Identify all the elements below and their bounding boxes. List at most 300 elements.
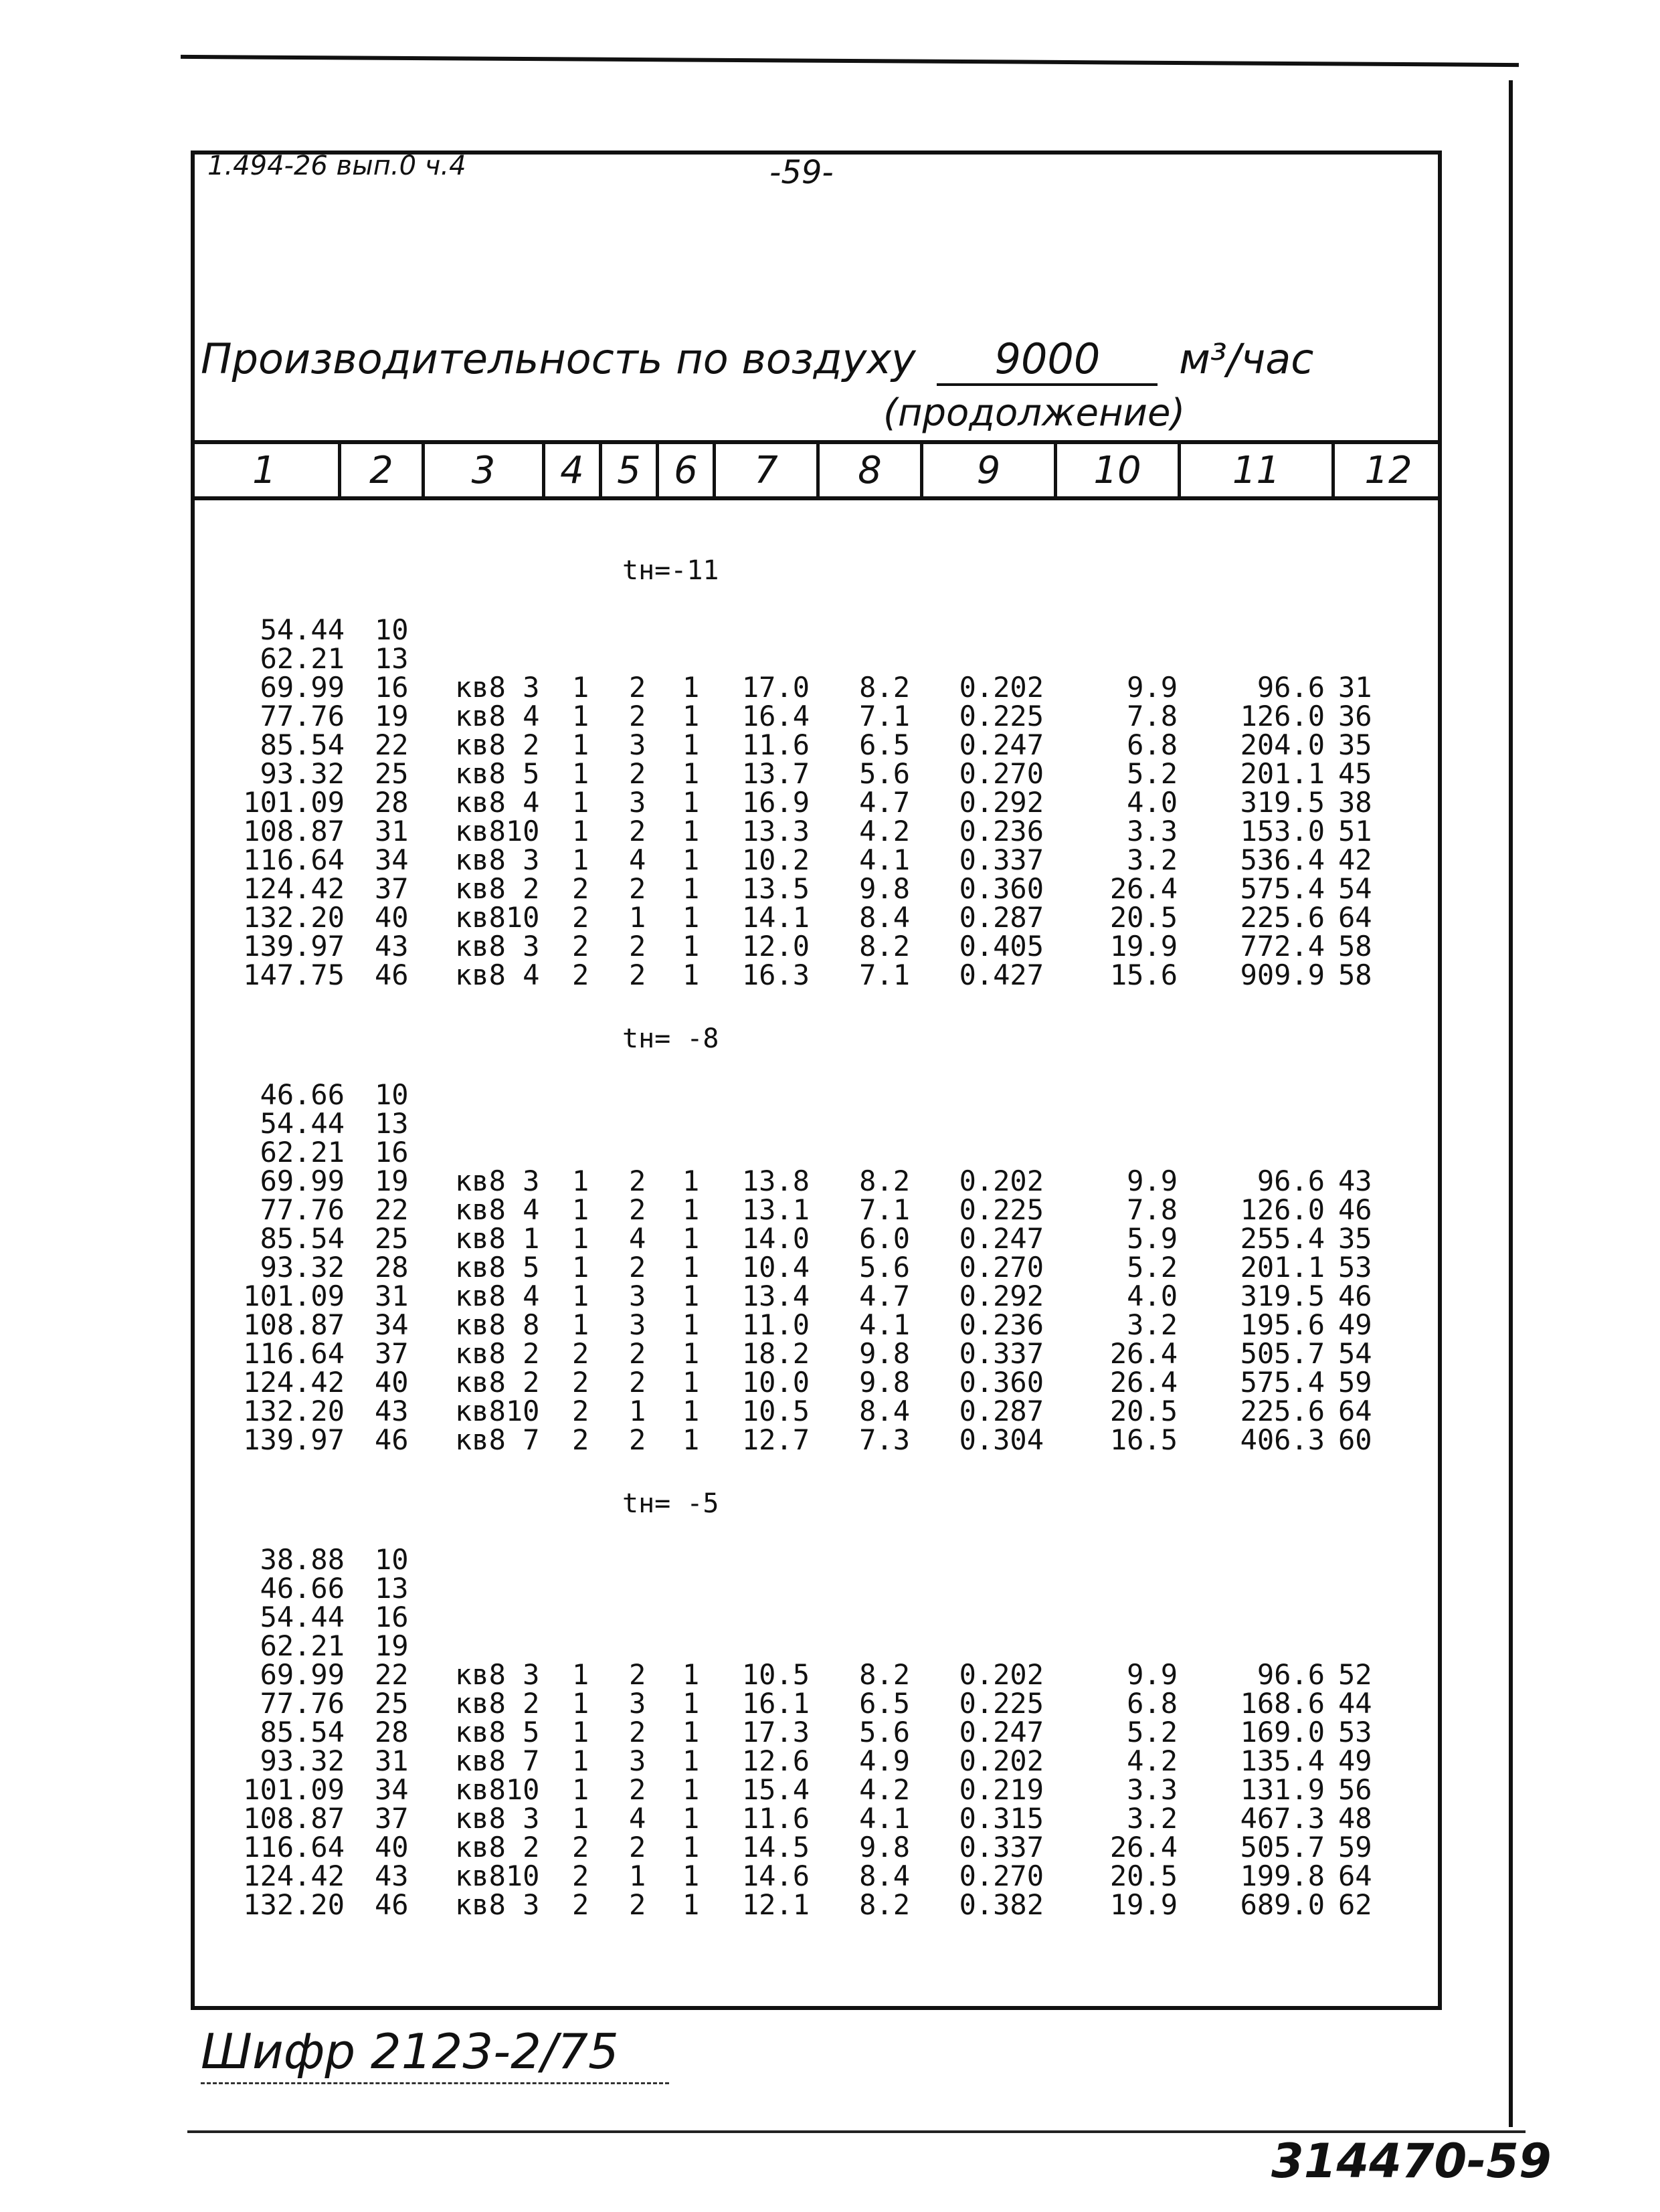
table-cell: 2: [572, 1831, 589, 1864]
table-cell: 1: [682, 959, 700, 991]
table-cell: 7.8: [1127, 1193, 1178, 1226]
table-cell: 126.0: [1240, 1193, 1325, 1226]
table-cell: 116.64: [243, 843, 345, 876]
table-cell: 16.3: [741, 959, 810, 991]
table-cell: 34: [375, 1773, 409, 1806]
table-cell: 2: [629, 1165, 646, 1197]
table-cell: 96.6: [1257, 671, 1325, 704]
table-cell: 8.2: [859, 1658, 910, 1691]
col-8: [843, 615, 910, 989]
table-cell: кв8 1: [455, 1222, 540, 1255]
table-cell: 5.6: [859, 1251, 910, 1284]
table-cell: 0.292: [959, 786, 1044, 819]
table-cell: 689.0: [1240, 1888, 1325, 1921]
table-cell: 1: [572, 728, 589, 761]
table-cell: 195.6: [1240, 1308, 1325, 1341]
table-cell: 46: [375, 1423, 409, 1456]
table-cell: [572, 1080, 599, 1109]
table-cell: 2: [629, 1888, 646, 1921]
column-header: 2: [341, 444, 425, 496]
table-cell: [629, 1109, 656, 1138]
table-cell: [729, 615, 810, 644]
table-cell: [843, 1109, 910, 1138]
table-cell: 319.5: [1240, 1280, 1325, 1312]
table-cell: [455, 1080, 555, 1109]
table-cell: 1: [682, 1193, 700, 1226]
table-cell: 12.0: [741, 930, 810, 963]
table-cell: [1071, 1574, 1178, 1603]
table-cell: [729, 1574, 810, 1603]
airflow-value: 9000: [937, 334, 1158, 386]
table-cell: кв8 2: [455, 728, 540, 761]
table-cell: [937, 644, 1044, 673]
table-cell: кв8 2: [455, 1337, 540, 1370]
table-cell: 36: [1338, 700, 1372, 732]
col-6: [682, 1545, 709, 1919]
table-cell: 124.42: [243, 872, 345, 905]
table-cell: 31: [375, 1280, 409, 1312]
table-cell: 59: [1338, 1366, 1372, 1399]
table-cell: [1071, 1138, 1178, 1167]
col-type: [455, 615, 555, 989]
table-cell: 0.202: [959, 1658, 1044, 1691]
table-cell: 3: [629, 786, 646, 819]
table-cell: 6.8: [1127, 1687, 1178, 1720]
table-cell: 1: [572, 671, 589, 704]
table-cell: 2: [572, 1888, 589, 1921]
table-cell: [1338, 1109, 1385, 1138]
table-cell: кв810: [455, 901, 540, 934]
table-cell: 16.9: [741, 786, 810, 819]
table-cell: 9.9: [1127, 1658, 1178, 1691]
table-cell: 139.97: [243, 1423, 345, 1456]
table-cell: 51: [1338, 815, 1372, 847]
table-cell: 62.21: [260, 642, 345, 675]
table-cell: 101.09: [243, 786, 345, 819]
table-cell: 37: [375, 872, 409, 905]
table-cell: 2: [572, 930, 589, 963]
table-cell: 8.4: [859, 901, 910, 934]
table-cell: кв8 2: [455, 1366, 540, 1399]
table-cell: 64: [1338, 1395, 1372, 1427]
table-cell: 1: [682, 671, 700, 704]
table-cell: 2: [629, 1716, 646, 1748]
table-cell: 46: [375, 1888, 409, 1921]
col-10: [1071, 615, 1178, 989]
table-cell: [682, 644, 709, 673]
table-cell: 16.1: [741, 1687, 810, 1720]
table-cell: [937, 1631, 1044, 1660]
table-cell: 31: [375, 1744, 409, 1777]
table-cell: [729, 1631, 810, 1660]
table-cell: 43: [375, 1859, 409, 1892]
table-cell: [843, 1631, 910, 1660]
table-cell: 1: [682, 1308, 700, 1341]
table-cell: 2: [629, 959, 646, 991]
table-cell: 2: [572, 1859, 589, 1892]
table-cell: [1338, 644, 1385, 673]
table-cell: 12.7: [741, 1423, 810, 1456]
table-cell: 467.3: [1240, 1802, 1325, 1835]
table-cell: кв8 3: [455, 1802, 540, 1835]
table-cell: 4.0: [1127, 786, 1178, 819]
column-header: 6: [659, 444, 716, 496]
table-cell: 1: [572, 700, 589, 732]
table-cell: [1204, 1545, 1325, 1574]
section-title: tн=-11: [622, 555, 719, 586]
table-cell: 14.0: [741, 1222, 810, 1255]
table-cell: 49: [1338, 1744, 1372, 1777]
table-cell: 59: [1338, 1831, 1372, 1864]
table-cell: 1: [572, 1280, 589, 1312]
table-cell: 7.1: [859, 1193, 910, 1226]
table-cell: 2: [629, 1423, 646, 1456]
col-9: [937, 615, 1044, 989]
table-cell: 909.9: [1240, 959, 1325, 991]
table-cell: 0.225: [959, 700, 1044, 732]
table-cell: 0.287: [959, 901, 1044, 934]
table-cell: 5.9: [1127, 1222, 1178, 1255]
col-12: [1338, 615, 1385, 989]
table-cell: [455, 644, 555, 673]
col-5: [629, 1545, 656, 1919]
table-cell: 16: [375, 1136, 409, 1169]
table-cell: 35: [1338, 1222, 1372, 1255]
col-11: [1204, 615, 1325, 989]
table-cell: 0.337: [959, 1831, 1044, 1864]
right-rule: [1509, 80, 1513, 2127]
table-cell: 0.315: [959, 1802, 1044, 1835]
table-cell: 201.1: [1240, 757, 1325, 790]
table-cell: кв8 3: [455, 1165, 540, 1197]
table-cell: [1071, 1603, 1178, 1631]
col-4: [572, 1080, 599, 1454]
table-cell: 3: [629, 1280, 646, 1312]
table-cell: 43: [375, 930, 409, 963]
col-10: [1071, 1545, 1178, 1919]
table-cell: 15.4: [741, 1773, 810, 1806]
table-cell: 168.6: [1240, 1687, 1325, 1720]
table-cell: 85.54: [260, 1716, 345, 1748]
title-prefix: Производительность по воздуху: [201, 334, 916, 383]
table-cell: [1071, 1109, 1178, 1138]
table-cell: 0.360: [959, 1366, 1044, 1399]
table-cell: кв8 4: [455, 700, 540, 732]
table-cell: 139.97: [243, 930, 345, 963]
table-cell: [572, 615, 599, 644]
table-cell: 6.0: [859, 1222, 910, 1255]
table-cell: [843, 1574, 910, 1603]
table-cell: 1: [629, 901, 646, 934]
table-cell: 54: [1338, 1337, 1372, 1370]
table-cell: 2: [629, 1337, 646, 1370]
table-cell: 96.6: [1257, 1658, 1325, 1691]
table-cell: [729, 1080, 810, 1109]
table-cell: 19.9: [1109, 930, 1178, 963]
table-cell: [1204, 644, 1325, 673]
table-cell: кв8 5: [455, 757, 540, 790]
table-cell: 4: [629, 1802, 646, 1835]
table-cell: 1: [572, 1773, 589, 1806]
section-title: tн= -5: [622, 1488, 719, 1519]
table-cell: 2: [572, 901, 589, 934]
table-cell: 46: [1338, 1280, 1372, 1312]
table-cell: [682, 1603, 709, 1631]
table-cell: 62: [1338, 1888, 1372, 1921]
table-cell: [572, 1603, 599, 1631]
column-header: 12: [1364, 448, 1412, 492]
table-cell: [1071, 1631, 1178, 1660]
col-9: [937, 1080, 1044, 1454]
column-header: 4: [545, 444, 602, 496]
table-cell: кв8 5: [455, 1251, 540, 1284]
table-cell: кв8 2: [455, 872, 540, 905]
table-cell: 5.2: [1127, 757, 1178, 790]
table-cell: 13.4: [741, 1280, 810, 1312]
table-cell: 40: [375, 1366, 409, 1399]
table-cell: 126.0: [1240, 700, 1325, 732]
table-cell: 1: [682, 1802, 700, 1835]
table-cell: 2: [629, 757, 646, 790]
column-header: 1: [191, 444, 341, 496]
table-cell: 201.1: [1240, 1251, 1325, 1284]
table-cell: [455, 1109, 555, 1138]
table-cell: 77.76: [260, 1687, 345, 1720]
table-cell: 1: [682, 1859, 700, 1892]
table-cell: 53: [1338, 1251, 1372, 1284]
table-cell: 2: [629, 1193, 646, 1226]
table-cell: 11.6: [741, 1802, 810, 1835]
table-cell: 108.87: [243, 815, 345, 847]
table-cell: [1338, 1603, 1385, 1631]
top-rule: [181, 55, 1519, 67]
table-cell: [455, 1138, 555, 1167]
table-cell: 0.304: [959, 1423, 1044, 1456]
table-cell: 3.3: [1127, 815, 1178, 847]
table-cell: 1: [682, 1687, 700, 1720]
column-header: 5: [602, 444, 659, 496]
table-cell: 3: [629, 1744, 646, 1777]
table-cell: 1: [572, 1716, 589, 1748]
table-cell: 37: [375, 1802, 409, 1835]
table-cell: 9.8: [859, 872, 910, 905]
table-cell: кв8 3: [455, 1888, 540, 1921]
document-reference: 1.494-26 вып.0 ч.4: [207, 150, 466, 181]
table-cell: 8.2: [859, 930, 910, 963]
table-cell: 17.3: [741, 1716, 810, 1748]
table-cell: 3.2: [1127, 843, 1178, 876]
table-cell: 15.6: [1109, 959, 1178, 991]
table-cell: 11.0: [741, 1308, 810, 1341]
table-cell: 225.6: [1240, 901, 1325, 934]
table-cell: 46: [375, 959, 409, 991]
table-cell: 108.87: [243, 1308, 345, 1341]
table-cell: 1: [572, 1308, 589, 1341]
table-cell: 8.2: [859, 671, 910, 704]
table-cell: [843, 615, 910, 644]
table-cell: 62.21: [260, 1136, 345, 1169]
table-cell: 7.8: [1127, 700, 1178, 732]
table-cell: 4.2: [1127, 1744, 1178, 1777]
table-cell: [843, 1138, 910, 1167]
table-cell: 5.6: [859, 1716, 910, 1748]
table-cell: 1: [572, 757, 589, 790]
table-cell: 46.66: [260, 1572, 345, 1605]
table-cell: [682, 1080, 709, 1109]
table-cell: 6.5: [859, 1687, 910, 1720]
table-cell: 0.219: [959, 1773, 1044, 1806]
table-cell: [629, 1603, 656, 1631]
table-cell: 132.20: [243, 1395, 345, 1427]
table-cell: 1: [682, 843, 700, 876]
table-cell: 46: [1338, 1193, 1372, 1226]
table-cell: 2: [629, 1773, 646, 1806]
table-cell: 54.44: [260, 613, 345, 646]
table-cell: 14.1: [741, 901, 810, 934]
table-cell: 6.8: [1127, 728, 1178, 761]
table-cell: 2: [629, 1251, 646, 1284]
table-cell: 0.292: [959, 1280, 1044, 1312]
table-cell: 69.99: [260, 1658, 345, 1691]
table-cell: 0.247: [959, 1222, 1044, 1255]
table-cell: 1: [572, 1658, 589, 1691]
table-cell: кв8 2: [455, 1831, 540, 1864]
table-cell: 43: [375, 1395, 409, 1427]
cipher-underline: [201, 2082, 669, 2084]
table-cell: [729, 644, 810, 673]
table-cell: 28: [375, 786, 409, 819]
table-cell: кв8 4: [455, 1193, 540, 1226]
table-cell: 6.5: [859, 728, 910, 761]
table-cell: 1: [682, 1165, 700, 1197]
table-cell: [937, 1109, 1044, 1138]
table-cell: 199.8: [1240, 1859, 1325, 1892]
table-cell: 26.4: [1109, 1831, 1178, 1864]
table-cell: 69.99: [260, 1165, 345, 1197]
col-11: [1204, 1080, 1325, 1454]
table-cell: 9.8: [859, 1831, 910, 1864]
table-cell: 0.247: [959, 1716, 1044, 1748]
col-diameter: [204, 1545, 345, 1919]
table-cell: 13.3: [741, 815, 810, 847]
table-cell: 4.9: [859, 1744, 910, 1777]
column-header: 8: [820, 444, 923, 496]
table-cell: 56: [1338, 1773, 1372, 1806]
table-cell: 35: [1338, 728, 1372, 761]
table-cell: 12.1: [741, 1888, 810, 1921]
table-cell: [1338, 1631, 1385, 1660]
table-cell: 2: [629, 930, 646, 963]
table-cell: [1338, 1138, 1385, 1167]
table-cell: [729, 1545, 810, 1574]
table-cell: 28: [375, 1716, 409, 1748]
col-10: [1071, 1080, 1178, 1454]
table-cell: [937, 1574, 1044, 1603]
col-7: [729, 1545, 810, 1919]
table-cell: 2: [629, 671, 646, 704]
archive-number: 314470-59: [1271, 2134, 1552, 2189]
table-cell: кв8 4: [455, 786, 540, 819]
table-cell: 10.5: [741, 1658, 810, 1691]
table-cell: 0.202: [959, 1165, 1044, 1197]
table-cell: 13: [375, 1572, 409, 1605]
airflow-unit: м³/час: [1179, 334, 1314, 383]
table-cell: 10.0: [741, 1366, 810, 1399]
table-cell: 17.0: [741, 671, 810, 704]
bottom-rule: [187, 2130, 1526, 2133]
table-cell: 575.4: [1240, 1366, 1325, 1399]
table-cell: 93.32: [260, 1744, 345, 1777]
table-cell: 20.5: [1109, 1395, 1178, 1427]
table-cell: 46.66: [260, 1078, 345, 1111]
table-cell: [629, 1080, 656, 1109]
table-cell: 13.8: [741, 1165, 810, 1197]
col-count: [375, 1080, 422, 1454]
table-cell: 58: [1338, 930, 1372, 963]
table-cell: 77.76: [260, 700, 345, 732]
table-cell: 38: [1338, 786, 1372, 819]
table-cell: [729, 1109, 810, 1138]
table-cell: 1: [572, 1251, 589, 1284]
table-cell: 0.270: [959, 1859, 1044, 1892]
table-cell: 4.7: [859, 1280, 910, 1312]
table-cell: 124.42: [243, 1366, 345, 1399]
table-cell: 13.5: [741, 872, 810, 905]
table-cell: 62.21: [260, 1629, 345, 1662]
table-cell: 69.99: [260, 671, 345, 704]
page-number: -59-: [769, 154, 834, 191]
table-cell: 0.247: [959, 728, 1044, 761]
table-cell: кв810: [455, 1859, 540, 1892]
col-12: [1338, 1545, 1385, 1919]
table-cell: кв8 3: [455, 930, 540, 963]
table-cell: 52: [1338, 1658, 1372, 1691]
table-cell: [572, 1545, 599, 1574]
subtitle: (продолжение): [883, 391, 1186, 435]
col-11: [1204, 1545, 1325, 1919]
table-cell: кв8 3: [455, 843, 540, 876]
table-cell: [455, 615, 555, 644]
table-cell: 19: [375, 700, 409, 732]
table-cell: 44: [1338, 1687, 1372, 1720]
table-cell: 31: [375, 815, 409, 847]
table-cell: 4.2: [859, 815, 910, 847]
table-cell: 19.9: [1109, 1888, 1178, 1921]
table-cell: [572, 1109, 599, 1138]
table-cell: 0.360: [959, 872, 1044, 905]
table-cell: 406.3: [1240, 1423, 1325, 1456]
table-cell: [937, 1138, 1044, 1167]
table-cell: 0.337: [959, 843, 1044, 876]
table-cell: 25: [375, 1222, 409, 1255]
table-cell: 0.270: [959, 757, 1044, 790]
table-cell: 124.42: [243, 1859, 345, 1892]
col-7: [729, 1080, 810, 1454]
table-cell: [682, 1109, 709, 1138]
table-cell: 1: [682, 872, 700, 905]
table-cell: 0.337: [959, 1337, 1044, 1370]
table-cell: 10.5: [741, 1395, 810, 1427]
table-cell: 3.2: [1127, 1308, 1178, 1341]
table-cell: 116.64: [243, 1831, 345, 1864]
table-cell: 34: [375, 1308, 409, 1341]
table-cell: 64: [1338, 901, 1372, 934]
table-cell: 64: [1338, 1859, 1372, 1892]
table-cell: [1204, 1109, 1325, 1138]
table-cell: 22: [375, 728, 409, 761]
table-cell: 9.9: [1127, 671, 1178, 704]
table-cell: 53: [1338, 1716, 1372, 1748]
